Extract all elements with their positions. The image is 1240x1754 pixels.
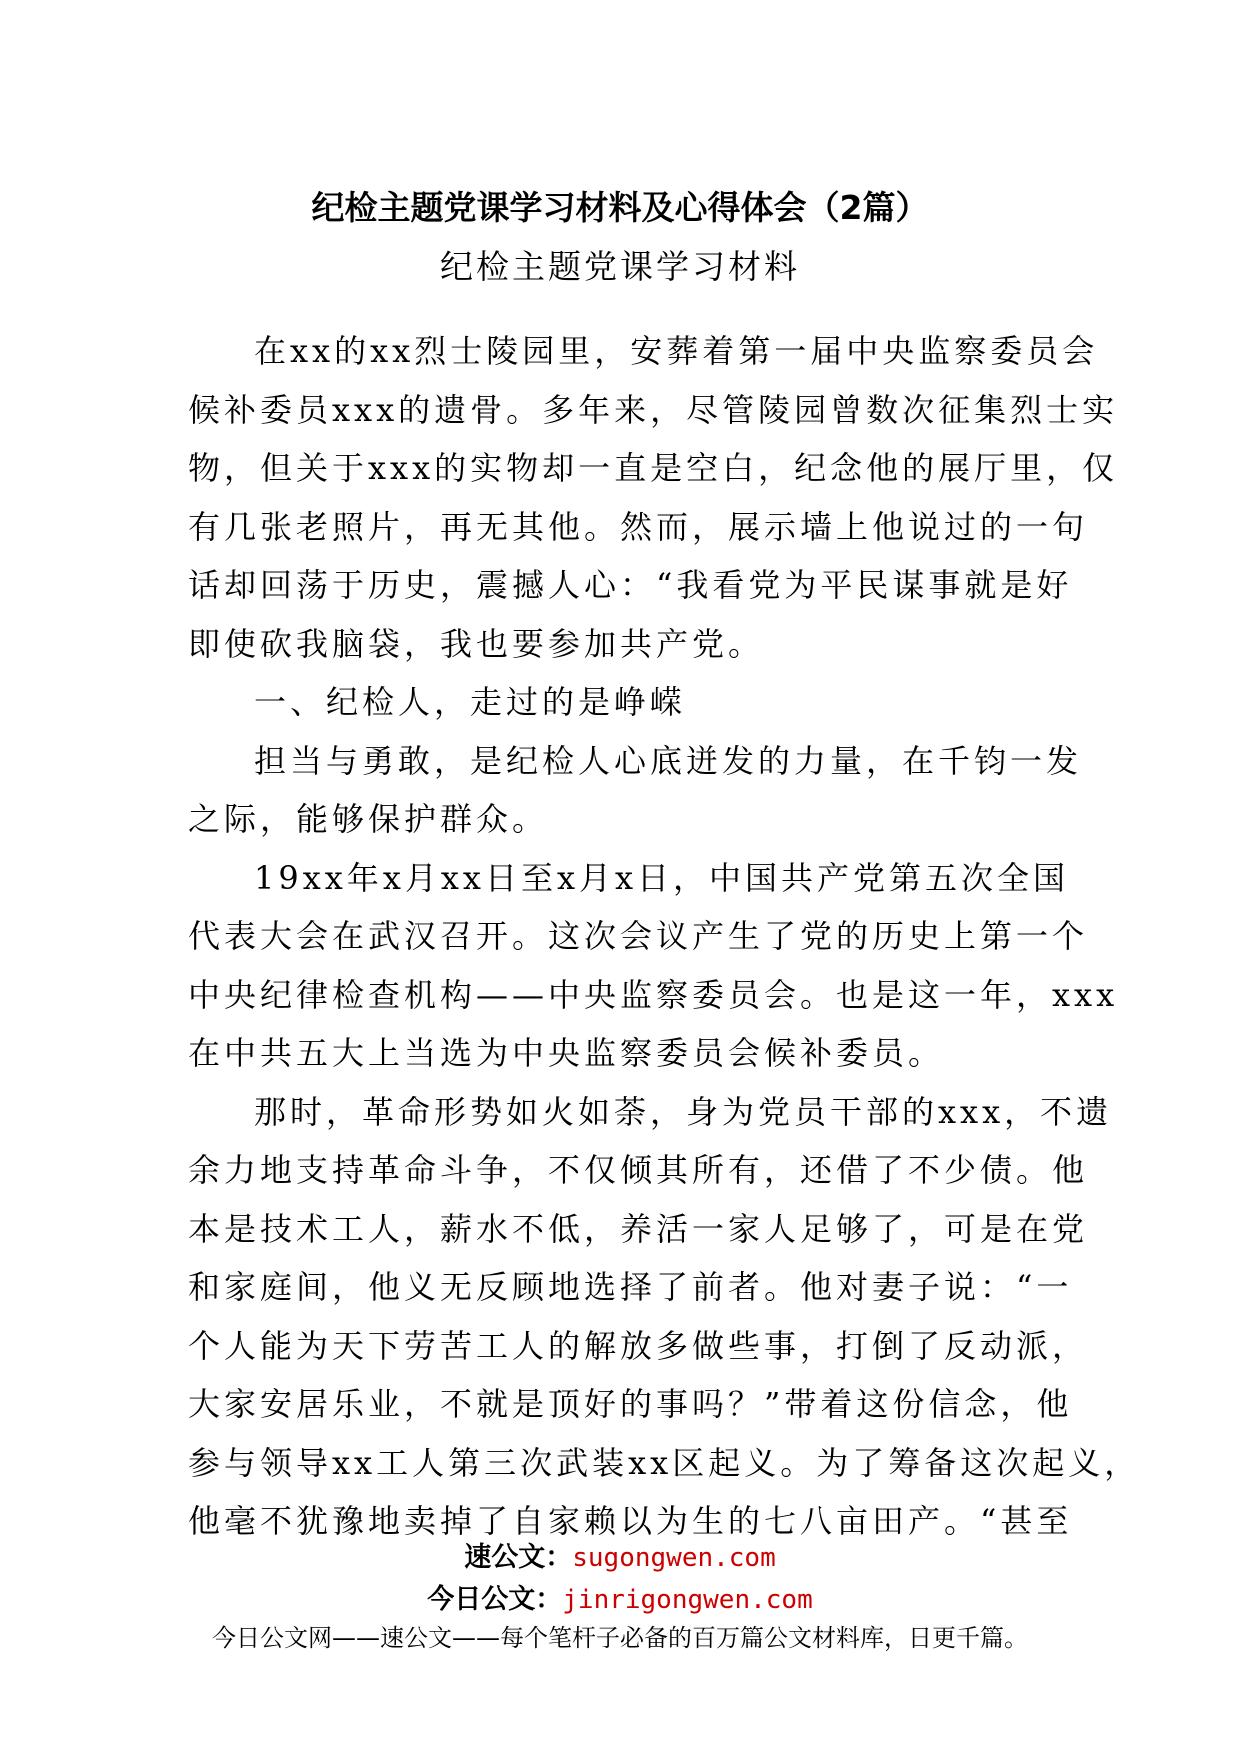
body-line: 19xx年x月xx日至x月x日，中国共产党第五次全国 — [254, 858, 1070, 897]
body-line: 物，但关于xxx的实物却一直是空白，纪念他的展厅里，仅 — [188, 449, 1119, 487]
body-line: 代表大会在武汉召开。这次会议产生了党的历史上第一个 — [188, 917, 1089, 955]
body-line: 本是技术工人，薪水不低，养活一家人足够了，可是在党 — [188, 1209, 1089, 1248]
body-line: 和家庭间，他义无反顾地选择了前者。他对妻子说：“一 — [188, 1268, 1073, 1306]
body-line: 之际，能够保护群众。 — [188, 800, 549, 838]
document-subtitle: 纪检主题党课学习材料 — [440, 247, 800, 286]
body-line: 有几张老照片，再无其他。然而，展示墙上他说过的一句 — [188, 507, 1089, 546]
footer-tagline — [0, 1618, 1240, 1653]
footer-sugongwen-label: 速公文： — [464, 1542, 573, 1573]
body-line: 个人能为天下劳苦工人的解放多做些事，打倒了反动派， — [188, 1326, 1089, 1365]
footer-sugongwen — [0, 1535, 1240, 1574]
body-line: 他毫不犹豫地卖掉了自家赖以为生的七八亩田产。“甚至 — [188, 1502, 1073, 1540]
body-line: 余力地支持革命斗争，不仅倾其所有，还借了不少债。他 — [188, 1151, 1089, 1189]
body-line: 候补委员xxx的遗骨。多年来，尽管陵园曾数次征集烈士实 — [188, 390, 1119, 429]
footer-jinrigongwen-link[interactable]: jinrigongwen.com — [562, 1585, 813, 1615]
footer-jinrigongwen — [0, 1577, 1240, 1616]
document-title: 纪检主题党课学习材料及心得体会（2篇） — [311, 188, 929, 227]
body-line: 在xx的xx烈士陵园里，安葬着第一届中央监察委员会 — [254, 332, 1099, 370]
section-heading: 一、纪检人，走过的是峥嵘 — [254, 683, 687, 721]
body-line: 大家安居乐业，不就是顶好的事吗？”带着这份信念，他 — [188, 1385, 1073, 1423]
footer-tagline-text: 今日公文网——速公文——每个笔杆子必备的百万篇公文材料库，日更千篇。 — [212, 1624, 1028, 1652]
body-line: 中央纪律检查机构——中央监察委员会。也是这一年，xxx — [188, 975, 1119, 1014]
footer-sugongwen-link[interactable]: sugongwen.com — [572, 1543, 776, 1573]
document-body — [188, 322, 1141, 1551]
body-line: 担当与勇敢，是纪检人心底迸发的力量，在千钧一发 — [254, 741, 1083, 780]
body-line: 即使砍我脑袋，我也要参加共产党。 — [188, 624, 765, 663]
body-line: 那时，革命形势如火如荼，身为党员干部的xxx，不遗 — [254, 1092, 1113, 1131]
body-line: 在中共五大上当选为中央监察委员会候补委员。 — [188, 1034, 945, 1072]
body-line: 话却回荡于历史，震撼人心：“我看党为平民谋事就是好 — [188, 566, 1073, 604]
body-line: 参与领导xx工人第三次武装xx区起义。为了筹备这次起义， — [188, 1443, 1141, 1482]
footer-jinrigongwen-label: 今日公文： — [427, 1584, 563, 1615]
